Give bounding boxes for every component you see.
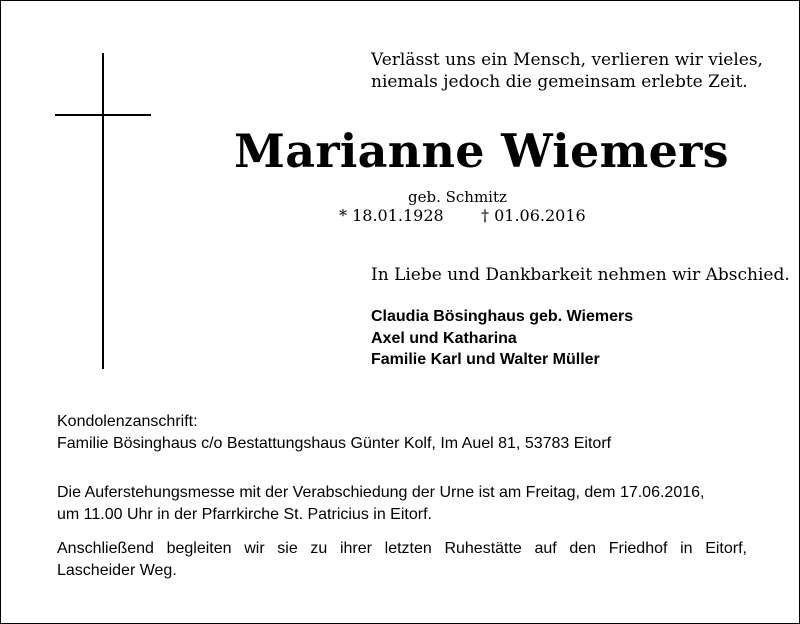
- burial-line-1: Anschließend begleiten wir sie zu ihrer letzten Ruhestätte auf den Friedhof in Eitorf,: [57, 540, 747, 557]
- mass-line-1: Die Auferstehungsmesse mit der Verabschiedung der Urne ist am Freitag, dem 17.06.2016,: [57, 484, 705, 501]
- condolence-address: Familie Bösinghaus c/o Bestattungshaus Günter Kolf, Im Auel 81, 53783 Eitorf: [57, 435, 612, 452]
- farewell-text: In Liebe und Dankbarkeit nehmen wir Abschied.: [371, 265, 790, 285]
- maiden-name: geb. Schmitz: [408, 188, 507, 206]
- death-date: † 01.06.2016: [481, 206, 586, 225]
- mourners-list: [371, 306, 633, 371]
- birth-date: * 18.01.1928: [339, 206, 444, 225]
- burial-info-block: [57, 538, 747, 582]
- cross-icon-bar: [55, 114, 151, 116]
- cross-icon: [102, 53, 104, 369]
- mass-line-2: um 11.00 Uhr in der Pfarrkirche St. Patricius in Eitorf.: [57, 506, 432, 523]
- mourner-item: Familie Karl und Walter Müller: [371, 351, 600, 368]
- motto-quote: [371, 49, 763, 93]
- mourner-item: Axel und Katharina: [371, 329, 517, 347]
- motto-line-2: niemals jedoch die gemeinsam erlebte Zeit.: [371, 72, 748, 92]
- deceased-name: Marianne Wiemers: [234, 124, 729, 178]
- burial-line-2: Lascheider Weg.: [57, 562, 177, 579]
- motto-line-1: Verlässt uns ein Mensch, verlieren wir vieles,: [371, 50, 763, 70]
- mass-info-block: [57, 482, 747, 526]
- condolence-label: Kondolenzanschrift:: [57, 413, 198, 430]
- mourner-item: Claudia Bösinghaus geb. Wiemers: [371, 308, 634, 325]
- condolence-address-block: [57, 411, 747, 455]
